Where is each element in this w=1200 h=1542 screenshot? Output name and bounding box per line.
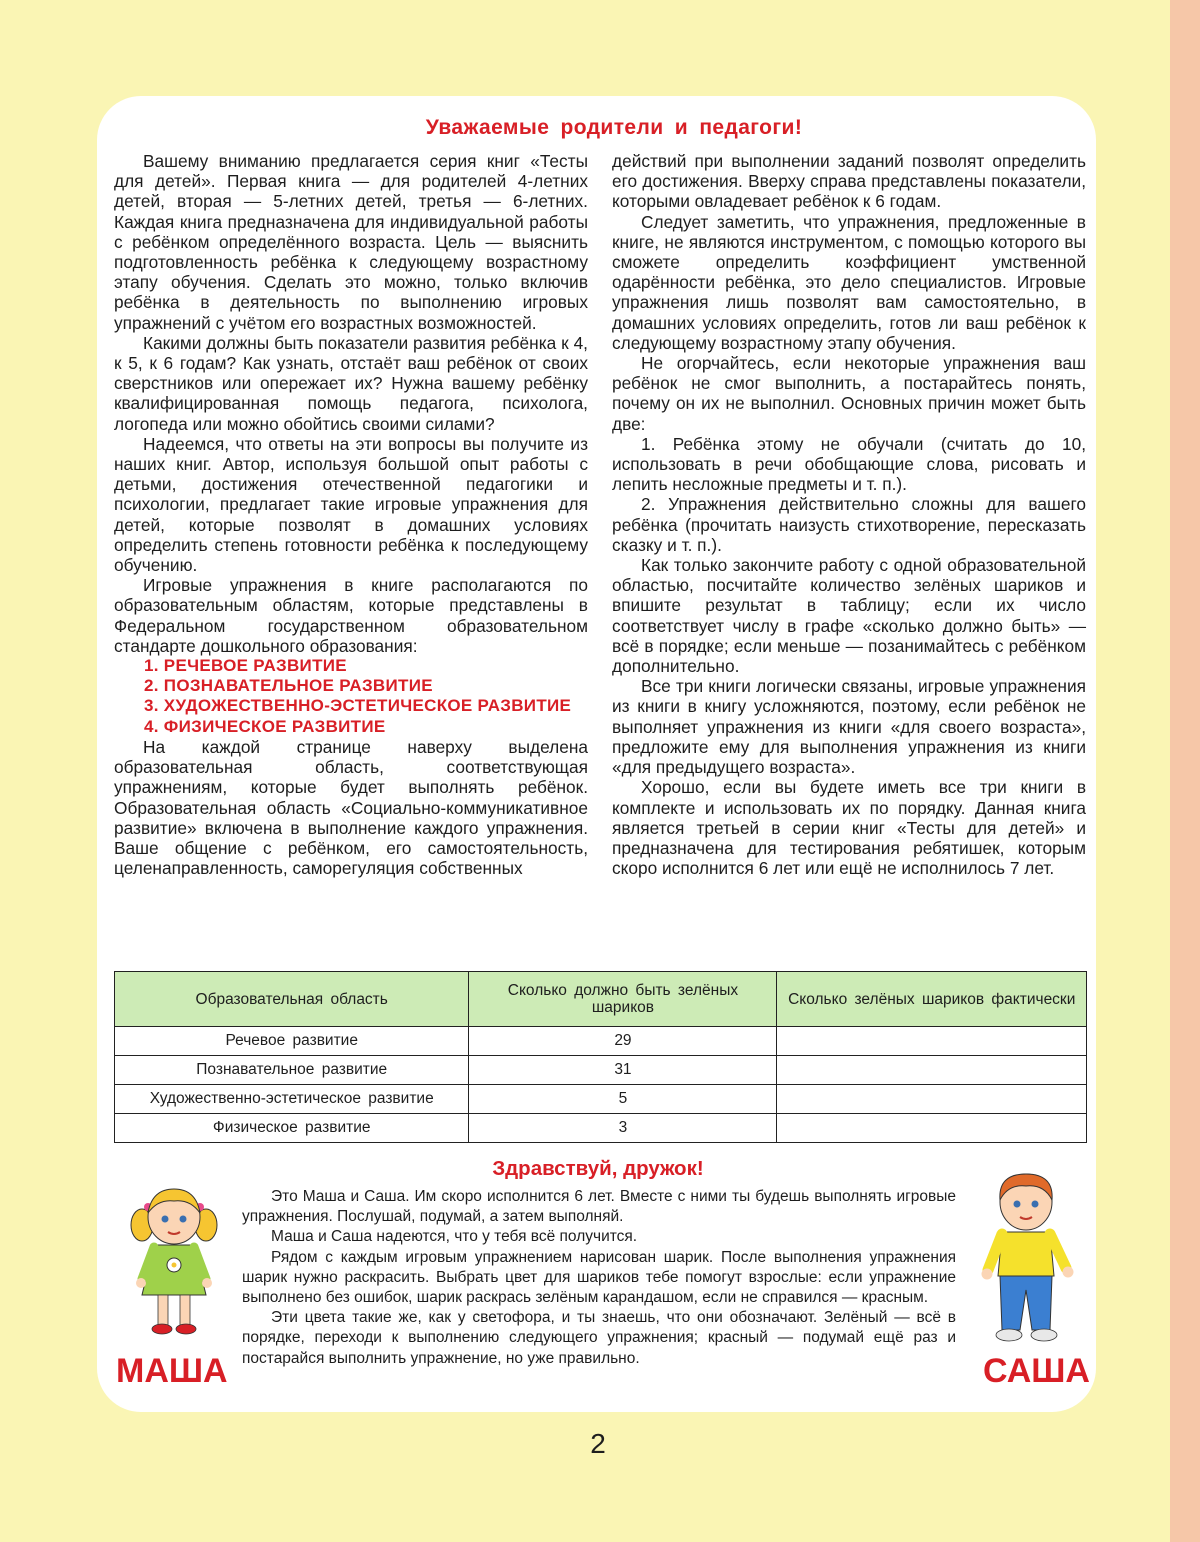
- results-table: [114, 971, 1087, 1143]
- cell-expected: 29: [469, 1027, 777, 1056]
- list-item: 1. РЕЧЕВОЕ РАЗВИТИЕ: [144, 656, 347, 676]
- column-header-expected: Сколько должно быть зелёных шариков: [469, 972, 777, 1027]
- left-column: [114, 151, 588, 878]
- cell-area: Художественно-эстетическое развитие: [115, 1085, 469, 1114]
- cell-actual[interactable]: [777, 1085, 1087, 1114]
- table-header-row: [115, 972, 1087, 1027]
- side-strip: [1170, 0, 1200, 1542]
- cell-area: Физическое развитие: [115, 1114, 469, 1143]
- cell-actual[interactable]: [777, 1027, 1087, 1056]
- list-item: 2. ПОЗНАВАТЕЛЬНОЕ РАЗВИТИЕ: [144, 676, 433, 696]
- paragraph: Эти цвета такие же, как у светофора, и ты знаешь, что они обозначают. Зелёный — всё в порядке, переходи к выполнению следующего упражнения; красный — подумай ещё раз и постарайся выполнить упражнение, но уже правильно.: [242, 1309, 956, 1367]
- paragraph: Какими должны быть показатели развития ребёнка к 4, к 5, к 6 годам? Как узнать, отстаёт ваш ребёнок от своих сверстников или опережает их? Нужна вашему ребёнку квалифицированная помощь педагога, психолога, логопеда или можно обойтись своими силами?: [114, 332, 588, 434]
- column-header-actual: Сколько зелёных шариков фактически: [777, 972, 1087, 1027]
- table-row: [115, 1085, 1087, 1114]
- list-item: 3. ХУДОЖЕСТВЕННО-ЭСТЕТИЧЕСКОЕ РАЗВИТИЕ: [144, 696, 572, 716]
- masha-illustration: [128, 1183, 220, 1338]
- cell-expected: 31: [469, 1056, 777, 1085]
- kids-section-text: [242, 1187, 956, 1369]
- paragraph: Все три книги логически связаны, игровые упражнения из книги в книгу усложняются, поэтому, если ребёнок не выполняет упражнения из книги «для своего возраста», предложите ему для выполнения упражнения из книги «для предыдущего возраста».: [612, 676, 1086, 778]
- cell-expected: 5: [469, 1085, 777, 1114]
- cell-area: Речевое развитие: [115, 1027, 469, 1056]
- paragraph: Вашему вниманию предлагается серия книг «Тесты для детей». Первая книга — для родителей 4-летних детей, вторая — 5-летних детей, третья — 6-летних. Каждая книга предназначена для индивидуальной работы с ребёнком определённого возраста. Цель — выяснить подготовленность ребёнка к следующему возрастному этапу обучения. Сделать это можно, только включив ребёнка в деятельность по выполнению игровых упражнений с учётом его возрастных возможностей.: [114, 151, 588, 333]
- column-header-area: Образовательная область: [115, 972, 469, 1027]
- paragraph-continuation: действий при выполнении заданий позволят определить его достижения. Вверху справа представлены показатели, которыми овладевает ребёнок к 6 годам.: [612, 151, 1086, 212]
- paragraph: Маша и Саша надеются, что у тебя всё получится.: [271, 1228, 638, 1246]
- results-table-wrapper: [114, 971, 1087, 1143]
- kids-section-title: Здравствуй, дружок!: [492, 1157, 704, 1180]
- paragraph: Хорошо, если вы будете иметь все три книги в комплекте и использовать их по порядку. Данная книга является третьей в серии книг «Тесты для детей» и предназначена для тестирования ребятишек, которым скоро исполнится 6 лет или ещё не исполнилось 7 лет.: [612, 777, 1086, 879]
- sasha-illustration: [978, 1170, 1078, 1346]
- cell-actual[interactable]: [777, 1056, 1087, 1085]
- paragraph: Это Маша и Саша. Им скоро исполнится 6 лет. Вместе с ними ты будешь выполнять игровые упражнения. Послушай, подумай, а затем выполняй.: [242, 1188, 956, 1226]
- cell-area: Познавательное развитие: [115, 1056, 469, 1085]
- paragraph: 2. Упражнения действительно сложны для вашего ребёнка (прочитать наизусть стихотворение, пересказать сказку и т. п.).: [612, 494, 1086, 555]
- paragraph: Надеемся, что ответы на эти вопросы вы получите из наших книг. Автор, используя большой опыт работы с детьми, достижения отечественной педагогики и психологии, предлагает такие игровые упражнения для детей, которые позволят в домашних условиях определить степень готовности ребёнка к последующему обучению.: [114, 433, 588, 576]
- table-row: [115, 1027, 1087, 1056]
- paragraph: Как только закончите работу с одной образовательной областью, посчитайте количество зелёных шариков и впишите результат в таблицу; если их число соответствует числу в графе «сколько должно быть» — всё в порядке; если меньше — позанимайтесь с ребёнком дополнительно.: [612, 555, 1086, 677]
- paragraph: Следует заметить, что упражнения, предложенные в книге, не являются инструментом, с помощью которого вы сможете определить коэффициент умственной одарённости ребёнка, это дело специалистов. Игровые упражнения лишь позволят вам самостоятельно, в домашних условиях определить, готов ли ваш ребёнок к следующему возрастному этапу обучения.: [612, 211, 1086, 353]
- name-sasha: САША: [983, 1352, 1090, 1390]
- list-item: 4. ФИЗИЧЕСКОЕ РАЗВИТИЕ: [144, 716, 386, 736]
- cell-actual[interactable]: [777, 1114, 1087, 1143]
- cell-expected: 3: [469, 1114, 777, 1143]
- paragraph: 1. Ребёнка этому не обучали (считать до 10, использовать в речи обобщающие слова, рисовать и лепить несложные предметы и т. п.).: [612, 433, 1086, 495]
- education-areas-list: [114, 656, 588, 737]
- table-row: [115, 1056, 1087, 1085]
- paragraph: Не огорчайтесь, если некоторые упражнения ваш ребёнок не смог выполнить, а постарайтесь понять, почему он их не выполнил. Основных причин может быть две:: [612, 353, 1086, 434]
- table-row: [115, 1114, 1087, 1143]
- right-column: [612, 151, 1086, 878]
- page-number: 2: [590, 1428, 606, 1459]
- name-masha: МАША: [116, 1352, 228, 1390]
- page-title: Уважаемые родители и педагоги!: [425, 116, 803, 139]
- paragraph: На каждой странице наверху выделена образовательная область, соответствующая упражнениям, которые будет выполнять ребёнок. Образовательная область «Социально-коммуникативное развитие» включена в выполнение каждого упражнения. Ваше общение с ребёнком, его самостоятельность, целенаправленность, саморегуляция собственных: [114, 736, 588, 879]
- paragraph: Игровые упражнения в книге располагаются по образовательным областям, которые представлены в Федеральном государственном образовательном стандарте дошкольного образования:: [114, 575, 588, 656]
- paragraph: Рядом с каждым игровым упражнением нарисован шарик. После выполнения упражнения шарик нужно раскрасить. Выбрать цвет для шариков тебе помогут взрослые: если упражнение выполнено без ошибок, шарик раскрась зелёным карандашом, если не справился — красным.: [242, 1248, 956, 1307]
